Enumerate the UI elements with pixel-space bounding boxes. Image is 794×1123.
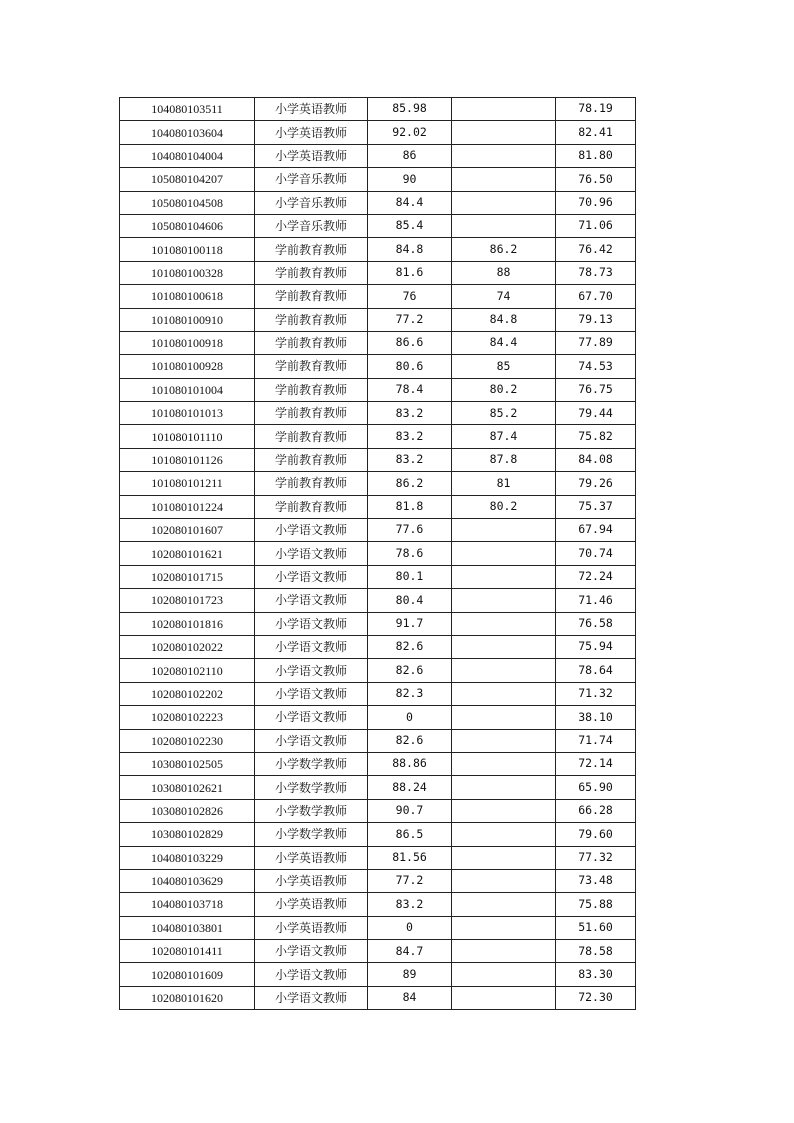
position-cell: 学前教育教师 xyxy=(255,331,368,354)
written-score-cell: 82.6 xyxy=(368,729,452,752)
written-score-cell: 88.86 xyxy=(368,752,452,775)
written-score-cell: 82.6 xyxy=(368,635,452,658)
table-row xyxy=(120,144,636,167)
written-score-cell: 77.2 xyxy=(368,308,452,331)
candidate-id-cell: 102080102110 xyxy=(120,659,255,682)
skill-score-cell xyxy=(452,706,556,729)
table-row xyxy=(120,846,636,869)
candidate-id-cell: 104080104004 xyxy=(120,144,255,167)
total-score-cell: 51.60 xyxy=(556,916,636,939)
candidate-id-cell: 104080103629 xyxy=(120,869,255,892)
candidate-id-cell: 101080101004 xyxy=(120,378,255,401)
written-score-cell: 83.2 xyxy=(368,893,452,916)
table-row xyxy=(120,612,636,635)
total-score-cell: 38.10 xyxy=(556,706,636,729)
candidate-id-cell: 101080101211 xyxy=(120,472,255,495)
skill-score-cell xyxy=(452,98,556,121)
total-score-cell: 77.32 xyxy=(556,846,636,869)
skill-score-cell xyxy=(452,659,556,682)
candidate-id-cell: 102080102202 xyxy=(120,682,255,705)
written-score-cell: 85.98 xyxy=(368,98,452,121)
table-row xyxy=(120,495,636,518)
written-score-cell: 81.56 xyxy=(368,846,452,869)
score-table xyxy=(119,97,636,1010)
candidate-id-cell: 102080102230 xyxy=(120,729,255,752)
position-cell: 小学英语教师 xyxy=(255,869,368,892)
total-score-cell: 79.44 xyxy=(556,402,636,425)
table-row xyxy=(120,121,636,144)
total-score-cell: 76.42 xyxy=(556,238,636,261)
total-score-cell: 75.94 xyxy=(556,635,636,658)
written-score-cell: 81.8 xyxy=(368,495,452,518)
candidate-id-cell: 102080101609 xyxy=(120,963,255,986)
skill-score-cell xyxy=(452,893,556,916)
position-cell: 小学语文教师 xyxy=(255,589,368,612)
candidate-id-cell: 103080102829 xyxy=(120,823,255,846)
written-score-cell: 0 xyxy=(368,916,452,939)
written-score-cell: 76 xyxy=(368,285,452,308)
table-row xyxy=(120,916,636,939)
written-score-cell: 86.6 xyxy=(368,331,452,354)
skill-score-cell xyxy=(452,776,556,799)
position-cell: 小学英语教师 xyxy=(255,846,368,869)
candidate-id-cell: 101080100928 xyxy=(120,355,255,378)
written-score-cell: 84 xyxy=(368,986,452,1009)
table-row xyxy=(120,519,636,542)
candidate-id-cell: 101080101013 xyxy=(120,402,255,425)
written-score-cell: 0 xyxy=(368,706,452,729)
written-score-cell: 80.1 xyxy=(368,565,452,588)
position-cell: 小学英语教师 xyxy=(255,916,368,939)
position-cell: 学前教育教师 xyxy=(255,402,368,425)
candidate-id-cell: 104080103801 xyxy=(120,916,255,939)
written-score-cell: 84.8 xyxy=(368,238,452,261)
table-row xyxy=(120,706,636,729)
total-score-cell: 65.90 xyxy=(556,776,636,799)
written-score-cell: 77.2 xyxy=(368,869,452,892)
skill-score-cell xyxy=(452,963,556,986)
total-score-cell: 76.50 xyxy=(556,168,636,191)
total-score-cell: 71.74 xyxy=(556,729,636,752)
candidate-id-cell: 104080103511 xyxy=(120,98,255,121)
table-row xyxy=(120,261,636,284)
candidate-id-cell: 102080101411 xyxy=(120,940,255,963)
skill-score-cell xyxy=(452,168,556,191)
total-score-cell: 81.80 xyxy=(556,144,636,167)
candidate-id-cell: 101080100910 xyxy=(120,308,255,331)
table-row xyxy=(120,98,636,121)
table-row xyxy=(120,308,636,331)
written-score-cell: 86.2 xyxy=(368,472,452,495)
position-cell: 小学数学教师 xyxy=(255,799,368,822)
written-score-cell: 90.7 xyxy=(368,799,452,822)
candidate-id-cell: 102080101621 xyxy=(120,542,255,565)
candidate-id-cell: 104080103229 xyxy=(120,846,255,869)
total-score-cell: 72.24 xyxy=(556,565,636,588)
skill-score-cell xyxy=(452,752,556,775)
total-score-cell: 79.13 xyxy=(556,308,636,331)
position-cell: 小学英语教师 xyxy=(255,144,368,167)
position-cell: 小学数学教师 xyxy=(255,823,368,846)
table-row xyxy=(120,238,636,261)
position-cell: 小学语文教师 xyxy=(255,963,368,986)
position-cell: 小学语文教师 xyxy=(255,986,368,1009)
total-score-cell: 74.53 xyxy=(556,355,636,378)
table-row xyxy=(120,869,636,892)
table-row xyxy=(120,940,636,963)
written-score-cell: 83.2 xyxy=(368,448,452,471)
written-score-cell: 83.2 xyxy=(368,425,452,448)
candidate-id-cell: 104080103718 xyxy=(120,893,255,916)
candidate-id-cell: 102080101723 xyxy=(120,589,255,612)
total-score-cell: 76.75 xyxy=(556,378,636,401)
skill-score-cell: 80.2 xyxy=(452,495,556,518)
position-cell: 学前教育教师 xyxy=(255,495,368,518)
skill-score-cell: 84.8 xyxy=(452,308,556,331)
table-row xyxy=(120,331,636,354)
skill-score-cell: 85.2 xyxy=(452,402,556,425)
position-cell: 小学英语教师 xyxy=(255,893,368,916)
skill-score-cell xyxy=(452,635,556,658)
total-score-cell: 67.70 xyxy=(556,285,636,308)
candidate-id-cell: 104080103604 xyxy=(120,121,255,144)
written-score-cell: 83.2 xyxy=(368,402,452,425)
total-score-cell: 75.88 xyxy=(556,893,636,916)
written-score-cell: 81.6 xyxy=(368,261,452,284)
table-row xyxy=(120,355,636,378)
total-score-cell: 75.82 xyxy=(556,425,636,448)
candidate-id-cell: 101080100618 xyxy=(120,285,255,308)
table-row xyxy=(120,729,636,752)
position-cell: 学前教育教师 xyxy=(255,285,368,308)
written-score-cell: 80.6 xyxy=(368,355,452,378)
skill-score-cell: 80.2 xyxy=(452,378,556,401)
total-score-cell: 79.60 xyxy=(556,823,636,846)
table-row xyxy=(120,682,636,705)
position-cell: 小学语文教师 xyxy=(255,542,368,565)
position-cell: 小学音乐教师 xyxy=(255,168,368,191)
total-score-cell: 72.30 xyxy=(556,986,636,1009)
table-row xyxy=(120,542,636,565)
candidate-id-cell: 102080101816 xyxy=(120,612,255,635)
position-cell: 小学音乐教师 xyxy=(255,191,368,214)
total-score-cell: 78.64 xyxy=(556,659,636,682)
candidate-id-cell: 105080104508 xyxy=(120,191,255,214)
table-row xyxy=(120,823,636,846)
skill-score-cell xyxy=(452,542,556,565)
written-score-cell: 86.5 xyxy=(368,823,452,846)
written-score-cell: 80.4 xyxy=(368,589,452,612)
candidate-id-cell: 102080101607 xyxy=(120,519,255,542)
total-score-cell: 84.08 xyxy=(556,448,636,471)
table-row xyxy=(120,168,636,191)
total-score-cell: 82.41 xyxy=(556,121,636,144)
written-score-cell: 90 xyxy=(368,168,452,191)
written-score-cell: 77.6 xyxy=(368,519,452,542)
table-row xyxy=(120,285,636,308)
written-score-cell: 84.4 xyxy=(368,191,452,214)
skill-score-cell xyxy=(452,519,556,542)
skill-score-cell: 84.4 xyxy=(452,331,556,354)
position-cell: 小学语文教师 xyxy=(255,519,368,542)
position-cell: 学前教育教师 xyxy=(255,448,368,471)
position-cell: 学前教育教师 xyxy=(255,308,368,331)
written-score-cell: 89 xyxy=(368,963,452,986)
skill-score-cell xyxy=(452,565,556,588)
table-row xyxy=(120,191,636,214)
skill-score-cell: 74 xyxy=(452,285,556,308)
written-score-cell: 78.6 xyxy=(368,542,452,565)
skill-score-cell: 88 xyxy=(452,261,556,284)
position-cell: 小学音乐教师 xyxy=(255,214,368,237)
skill-score-cell xyxy=(452,940,556,963)
table-row xyxy=(120,448,636,471)
position-cell: 小学数学教师 xyxy=(255,752,368,775)
position-cell: 小学数学教师 xyxy=(255,776,368,799)
total-score-cell: 78.19 xyxy=(556,98,636,121)
skill-score-cell xyxy=(452,846,556,869)
written-score-cell: 92.02 xyxy=(368,121,452,144)
total-score-cell: 70.96 xyxy=(556,191,636,214)
skill-score-cell xyxy=(452,799,556,822)
position-cell: 小学英语教师 xyxy=(255,121,368,144)
position-cell: 学前教育教师 xyxy=(255,261,368,284)
candidate-id-cell: 101080101110 xyxy=(120,425,255,448)
skill-score-cell xyxy=(452,589,556,612)
total-score-cell: 78.58 xyxy=(556,940,636,963)
written-score-cell: 88.24 xyxy=(368,776,452,799)
table-row xyxy=(120,893,636,916)
written-score-cell: 86 xyxy=(368,144,452,167)
table-row xyxy=(120,963,636,986)
total-score-cell: 67.94 xyxy=(556,519,636,542)
candidate-id-cell: 101080100918 xyxy=(120,331,255,354)
table-row xyxy=(120,214,636,237)
table-row xyxy=(120,799,636,822)
written-score-cell: 82.6 xyxy=(368,659,452,682)
position-cell: 小学语文教师 xyxy=(255,706,368,729)
skill-score-cell xyxy=(452,823,556,846)
position-cell: 学前教育教师 xyxy=(255,472,368,495)
written-score-cell: 78.4 xyxy=(368,378,452,401)
candidate-id-cell: 101080101224 xyxy=(120,495,255,518)
total-score-cell: 83.30 xyxy=(556,963,636,986)
total-score-cell: 73.48 xyxy=(556,869,636,892)
table-row xyxy=(120,635,636,658)
table-row xyxy=(120,565,636,588)
total-score-cell: 72.14 xyxy=(556,752,636,775)
total-score-cell: 75.37 xyxy=(556,495,636,518)
total-score-cell: 66.28 xyxy=(556,799,636,822)
skill-score-cell xyxy=(452,869,556,892)
table-row xyxy=(120,659,636,682)
skill-score-cell xyxy=(452,682,556,705)
position-cell: 小学语文教师 xyxy=(255,659,368,682)
candidate-id-cell: 103080102505 xyxy=(120,752,255,775)
position-cell: 学前教育教师 xyxy=(255,378,368,401)
position-cell: 小学语文教师 xyxy=(255,612,368,635)
candidate-id-cell: 101080100118 xyxy=(120,238,255,261)
skill-score-cell xyxy=(452,986,556,1009)
position-cell: 小学英语教师 xyxy=(255,98,368,121)
table-row xyxy=(120,472,636,495)
position-cell: 小学语文教师 xyxy=(255,682,368,705)
written-score-cell: 82.3 xyxy=(368,682,452,705)
skill-score-cell xyxy=(452,214,556,237)
written-score-cell: 91.7 xyxy=(368,612,452,635)
table-row xyxy=(120,425,636,448)
table-row xyxy=(120,378,636,401)
total-score-cell: 70.74 xyxy=(556,542,636,565)
total-score-cell: 78.73 xyxy=(556,261,636,284)
position-cell: 学前教育教师 xyxy=(255,238,368,261)
written-score-cell: 85.4 xyxy=(368,214,452,237)
position-cell: 小学语文教师 xyxy=(255,940,368,963)
position-cell: 小学语文教师 xyxy=(255,565,368,588)
candidate-id-cell: 102080102022 xyxy=(120,635,255,658)
candidate-id-cell: 101080100328 xyxy=(120,261,255,284)
table-row xyxy=(120,589,636,612)
total-score-cell: 77.89 xyxy=(556,331,636,354)
position-cell: 小学语文教师 xyxy=(255,635,368,658)
candidate-id-cell: 103080102826 xyxy=(120,799,255,822)
total-score-cell: 71.46 xyxy=(556,589,636,612)
candidate-id-cell: 102080101715 xyxy=(120,565,255,588)
table-row xyxy=(120,776,636,799)
skill-score-cell xyxy=(452,191,556,214)
skill-score-cell: 85 xyxy=(452,355,556,378)
total-score-cell: 76.58 xyxy=(556,612,636,635)
skill-score-cell xyxy=(452,916,556,939)
position-cell: 学前教育教师 xyxy=(255,425,368,448)
skill-score-cell xyxy=(452,121,556,144)
written-score-cell: 84.7 xyxy=(368,940,452,963)
table-row xyxy=(120,752,636,775)
skill-score-cell: 86.2 xyxy=(452,238,556,261)
skill-score-cell: 81 xyxy=(452,472,556,495)
total-score-cell: 71.32 xyxy=(556,682,636,705)
skill-score-cell xyxy=(452,729,556,752)
score-table-body xyxy=(120,98,636,1010)
candidate-id-cell: 102080102223 xyxy=(120,706,255,729)
skill-score-cell xyxy=(452,612,556,635)
table-row xyxy=(120,402,636,425)
skill-score-cell xyxy=(452,144,556,167)
position-cell: 小学语文教师 xyxy=(255,729,368,752)
position-cell: 学前教育教师 xyxy=(255,355,368,378)
candidate-id-cell: 103080102621 xyxy=(120,776,255,799)
skill-score-cell: 87.8 xyxy=(452,448,556,471)
candidate-id-cell: 105080104606 xyxy=(120,214,255,237)
skill-score-cell: 87.4 xyxy=(452,425,556,448)
candidate-id-cell: 101080101126 xyxy=(120,448,255,471)
candidate-id-cell: 102080101620 xyxy=(120,986,255,1009)
candidate-id-cell: 105080104207 xyxy=(120,168,255,191)
total-score-cell: 71.06 xyxy=(556,214,636,237)
table-row xyxy=(120,986,636,1009)
total-score-cell: 79.26 xyxy=(556,472,636,495)
